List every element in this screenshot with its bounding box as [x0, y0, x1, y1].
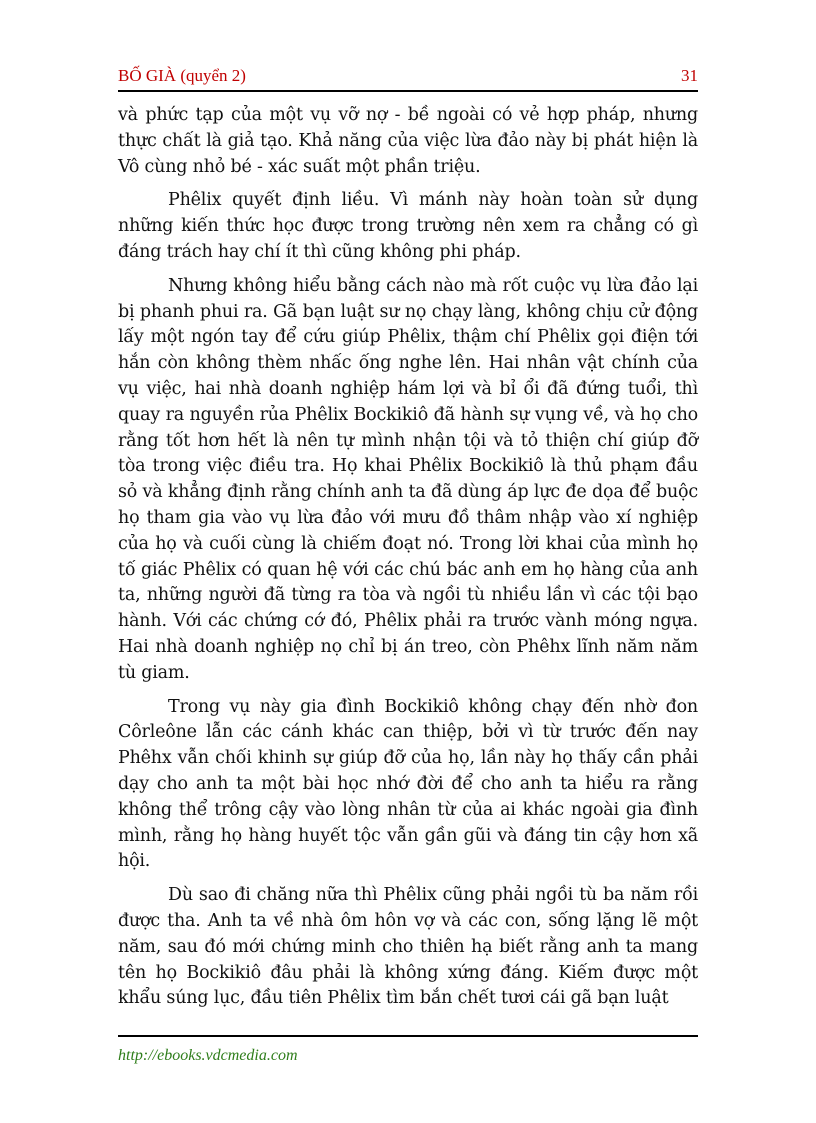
footer-link[interactable]: http://ebooks.vdcmedia.com [118, 1047, 298, 1064]
paragraph-3: Nhưng không hiểu bằng cách nào mà rốt cuộc vụ lừa đảo lại bị phanh phui ra. Gã bạn luật sư nọ chạy làng, không chịu cử động lấy một ngón tay để cứu giúp Phêlix, thậm chí Phêlix gọi điện tới hắn còn không thèm nhấc ống nghe lên. Hai nhân vật chính của vụ việc, hai nhà doanh nghiệp hám lợi và bỉ ổi đã đứng tuổi, thì quay ra nguyền rủa Phêlix Bockikiô đã hành sự vụng về, và họ cho rằng tốt hơn hết là nên tự mình nhận tội và tỏ thiện chí giúp đỡ tòa trong việc điều tra. Họ khai Phêlix Bockikiô là thủ phạm đầu sỏ và khẳng định rằng chính anh ta đã dùng áp lực đe dọa để buộc họ tham gia vào vụ lừa đảo với mưu đồ thâm nhập vào xí nghiệp của họ và cuối cùng là chiếm đoạt nó. Trong lời khai của mình họ tố giác Phêlix có quan hệ với các chú bác anh em họ hàng của anh ta, những người đã từng ra tòa và ngồi tù nhiều lần vì các tội bạo hành. Với các chứng cớ đó, Phêlix phải ra trước vành móng ngựa. Hai nhà doanh nghiệp nọ chỉ bị án treo, còn Phêhx lĩnh năm năm tù giam. [118, 275, 698, 683]
paragraph-2: Phêlix quyết định liều. Vì mánh này hoàn toàn sử dụng những kiến thức học được trong trường nên xem ra chẳng có gì đáng trách hay chí ít thì cũng không phi pháp. [118, 190, 698, 262]
page-number: 31 [681, 66, 698, 85]
book-title: BỐ GIÀ (quyển 2) [118, 66, 246, 85]
page-header [118, 62, 698, 92]
paragraph-5: Dù sao đi chăng nữa thì Phêlix cũng phải ngồi tù ba năm rồi được tha. Anh ta về nhà ôm hôn vợ và các con, sống lặng lẽ một năm, sau đó mới chứng minh cho thiên hạ biết rằng anh ta mang tên họ Bockikiô đâu phải là không xứng đáng. Kiếm được một khẩu súng lục, đầu tiên Phêlix tìm bắn chết tươi cái gã bạn luật [118, 885, 698, 1009]
paragraph-1: và phức tạp của một vụ vỡ nợ - bề ngoài có vẻ hợp pháp, nhưng thực chất là giả tạo. Khả năng của việc lừa đảo này bị phát hiện là Vô cùng nhỏ bé - xác suất một phần triệu. [118, 105, 698, 177]
body-text [118, 103, 698, 1020]
page-footer [118, 1035, 698, 1065]
paragraph-4: Trong vụ này gia đình Bockikiô không chạy đến nhờ đon Côrleône lẫn các cánh khác can thiệp, bởi vì từ trước đến nay Phêhx vẫn chối khinh sự giúp đỡ của họ, lần này họ thấy cần phải dạy cho anh ta một bài học nhớ đời để cho anh ta hiểu ra rằng không thể trông cậy vào lòng nhân từ của ai khác ngoài gia đình mình, rằng họ hàng huyết tộc vẫn gần gũi và đáng tin cậy hơn xã hội. [118, 696, 698, 872]
